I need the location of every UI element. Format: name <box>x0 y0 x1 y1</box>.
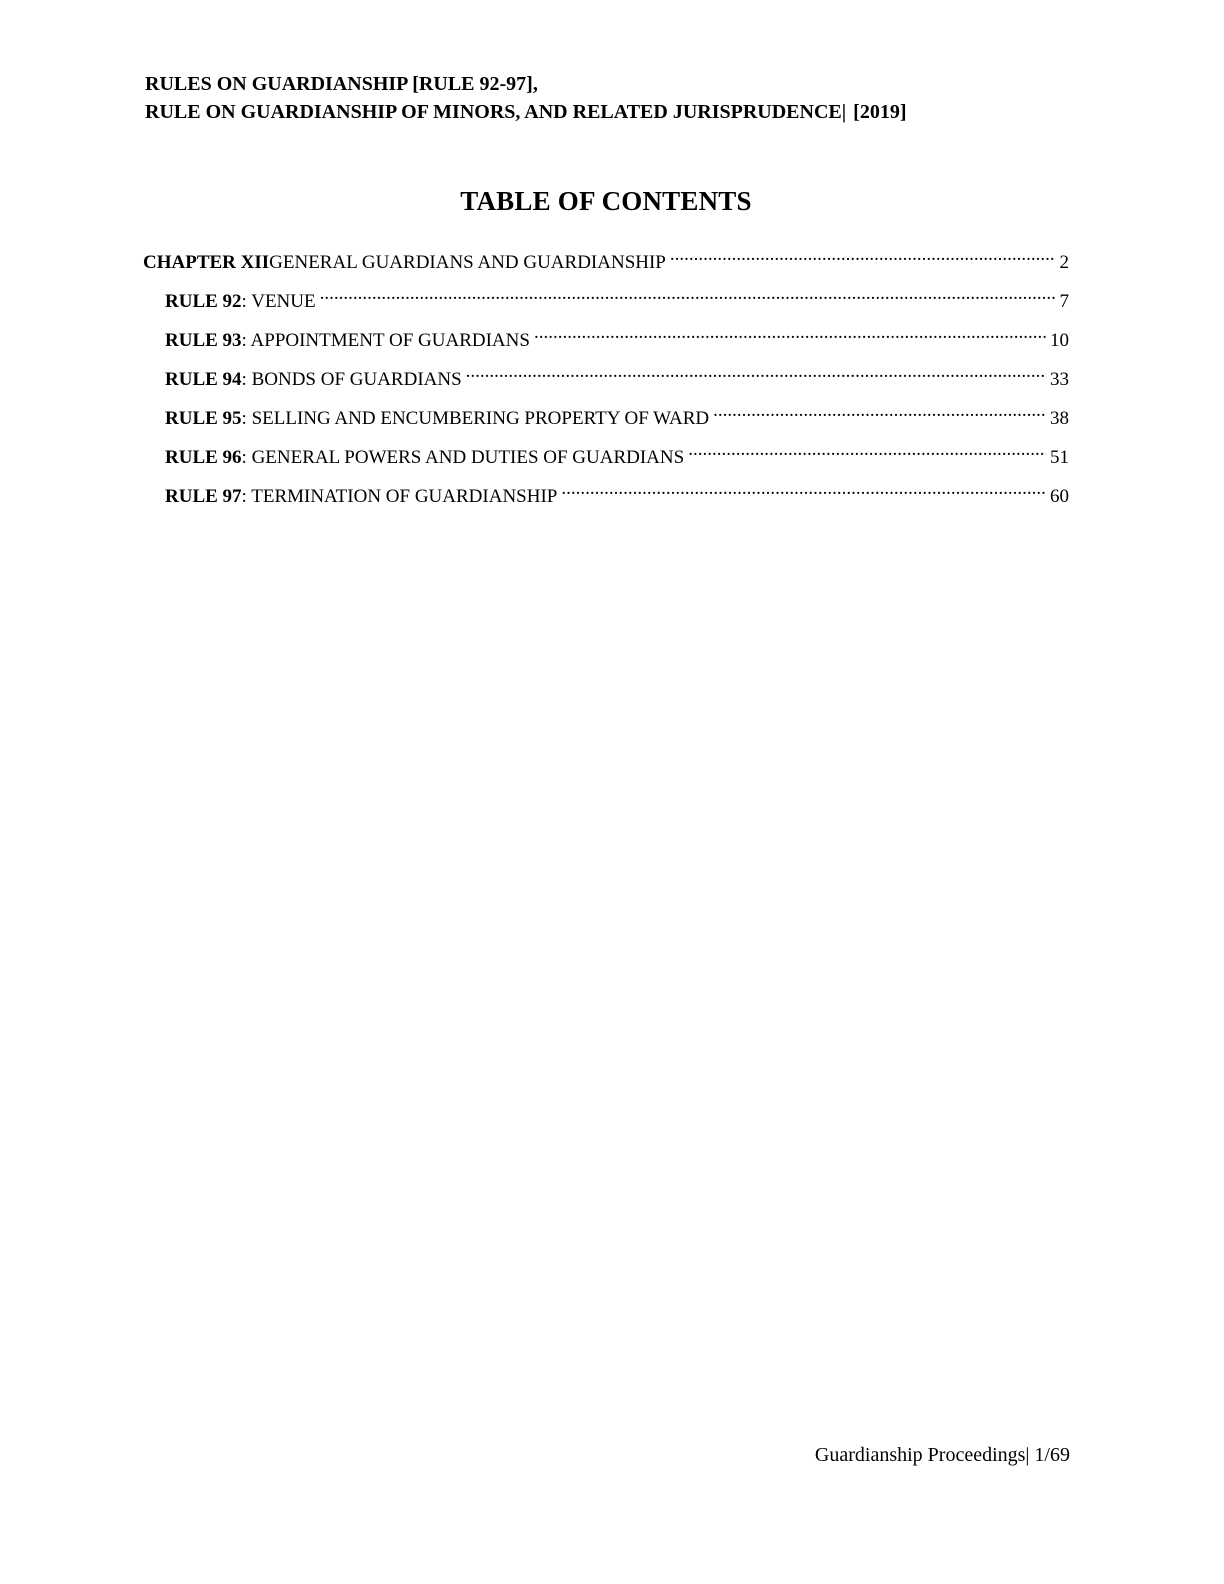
toc-entry-page: 2 <box>1059 252 1069 273</box>
toc-entry-label: : BONDS OF GUARDIANS <box>241 369 462 390</box>
toc-entry-label-bold: RULE 96 <box>165 447 242 468</box>
document-header <box>145 70 1085 126</box>
toc-entry-page: 33 <box>1050 369 1069 390</box>
toc-dot-leader <box>688 444 1046 463</box>
toc-dot-leader <box>713 405 1046 424</box>
toc-entry-rule-92[interactable] <box>143 286 1069 325</box>
toc-entry-label: : VENUE <box>241 291 316 312</box>
toc-entry-label-bold: RULE 94 <box>165 369 242 390</box>
toc-entry-page: 60 <box>1050 486 1069 507</box>
toc-title: TABLE OF CONTENTS <box>460 186 752 216</box>
header-line-1: RULES ON GUARDIANSHIP [RULE 92-97], <box>145 73 538 95</box>
header-line-2 <box>145 98 1085 126</box>
toc-dot-leader <box>561 483 1046 502</box>
toc-entry-label-bold: RULE 97 <box>165 486 242 507</box>
toc-entry-label-bold: RULE 92 <box>165 291 242 312</box>
header-line-2-text: RULE ON GUARDIANSHIP OF MINORS, AND RELATED JURISPRUDENCE <box>145 101 842 123</box>
toc-entry-label-bold: RULE 95 <box>165 408 242 429</box>
toc-entry-page: 7 <box>1059 291 1069 312</box>
toc-dot-leader <box>670 249 1056 268</box>
header-separator: | <box>841 101 847 123</box>
toc-entry-rule-97[interactable] <box>143 481 1069 520</box>
toc-dot-leader <box>466 366 1046 385</box>
toc-entry-rule-96[interactable] <box>143 442 1069 481</box>
page-footer: Guardianship Proceedings| 1/69 <box>814 1444 1070 1466</box>
toc-entry-rule-95[interactable] <box>143 403 1069 442</box>
toc-entry-label: : GENERAL POWERS AND DUTIES OF GUARDIANS <box>241 447 685 468</box>
toc-entry-page: 38 <box>1050 408 1069 429</box>
toc-entry-label: : SELLING AND ENCUMBERING PROPERTY OF WARD <box>241 408 710 429</box>
toc-entry-chapter-xii[interactable] <box>143 247 1069 286</box>
toc-entry-label-bold: RULE 93 <box>165 330 242 351</box>
toc-entry-label-bold: CHAPTER XII <box>143 252 270 273</box>
toc-entry-label: : TERMINATION OF GUARDIANSHIP <box>241 486 558 507</box>
toc-entry-label: GENERAL GUARDIANS AND GUARDIANSHIP <box>269 252 666 273</box>
toc-entry-rule-93[interactable] <box>143 325 1069 364</box>
toc-dot-leader <box>534 327 1046 346</box>
toc-entry-label: : APPOINTMENT OF GUARDIANS <box>241 330 530 351</box>
toc-entry-page: 51 <box>1050 447 1069 468</box>
table-of-contents <box>143 247 1069 520</box>
toc-entry-rule-94[interactable] <box>143 364 1069 403</box>
header-year: [2019] <box>853 101 907 123</box>
toc-dot-leader <box>320 288 1056 307</box>
toc-entry-page: 10 <box>1050 330 1069 351</box>
